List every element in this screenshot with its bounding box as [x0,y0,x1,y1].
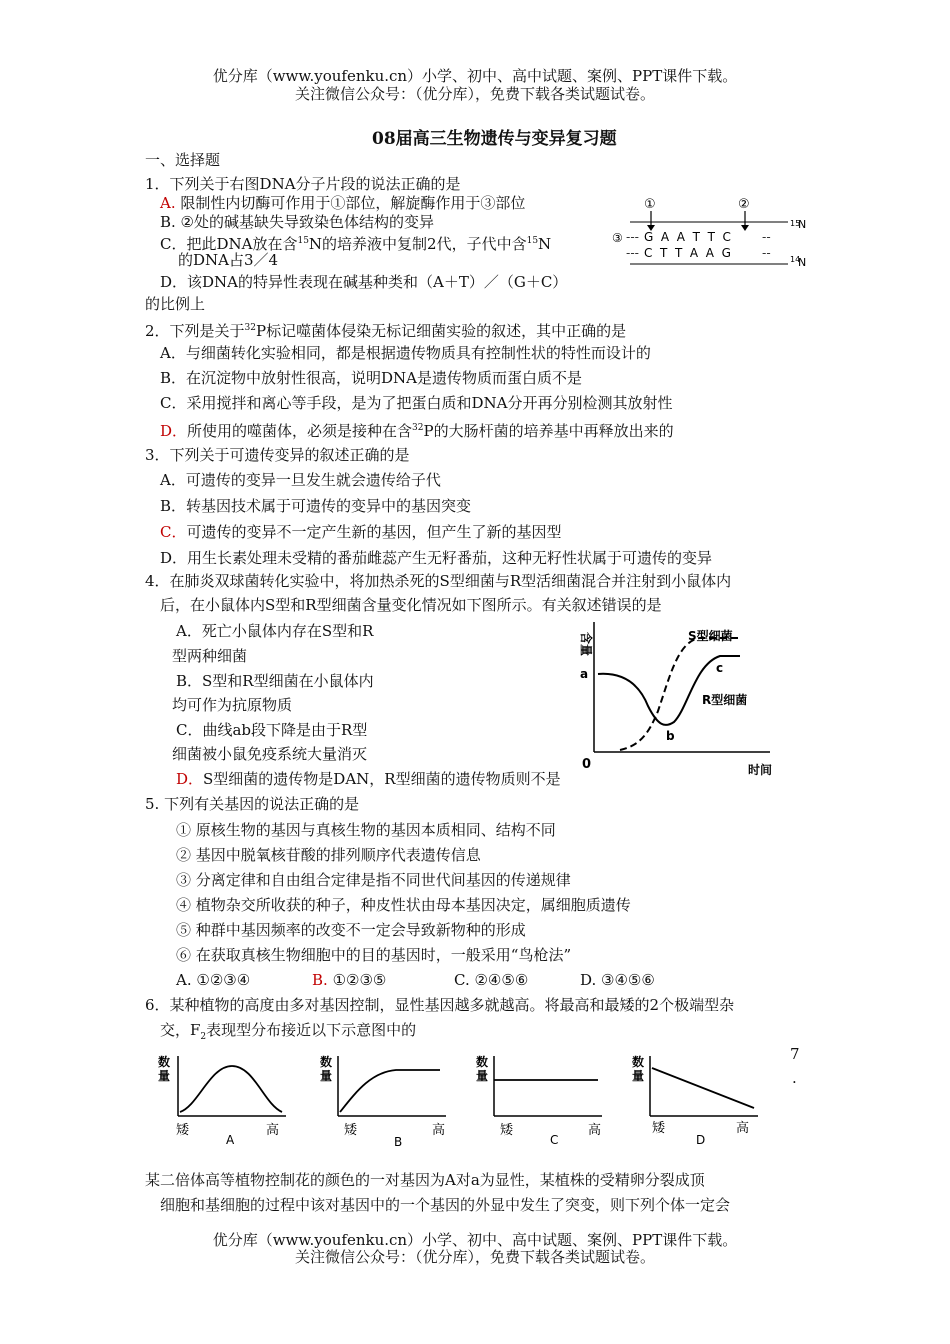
page-title: 08届高三生物遗传与变异复习题 [372,129,617,149]
q5-item: ① 原核生物的基因与真核生物的基因本质相同、结构不同 [176,821,556,839]
header-line-2: 关注微信公众号：（优分库），免费下载各类试题试卷。 [294,85,655,103]
q4-answer-letter: D． [176,770,204,788]
dna-mark-1: ① [644,197,656,212]
bacteria-y-label: 含量 [579,632,593,657]
dna-fragment-figure [612,194,812,270]
header-line-1: 优分库（www.youfenku.cn）小学、初中、高中试题、案例、PPT课件下载。 [212,67,738,85]
dna-mark-3: ③ [612,231,623,245]
q2-d-b: P的大肠杆菌的培养基中再释放出来的 [423,422,674,440]
q3-option-d: D．用生长素处理未受精的番茄雌蕊产生无籽番茄，这种无籽性状属于可遗传的变异 [160,549,713,567]
q1-c-part3: N [538,235,552,253]
graph-c [474,1052,614,1152]
dna-dash-top-right: -- [762,230,771,244]
graph-a [158,1052,298,1152]
q6-stem-2a: 交，F [160,1021,201,1039]
s-bacteria-label: S型细菌 [688,629,733,643]
q6-stem-1: 6．某种植物的高度由多对基因控制，显性基因越多就越高。将最高和最矮的2个极端型杂 [145,996,735,1014]
dna-arrowhead-2 [741,225,749,231]
bacteria-point-c: c [716,661,724,675]
q5-item: ③ 分离定律和自由组合定律是指不同世代间基因的传递规律 [176,871,571,889]
graph-c-ylabel-1: 数 [476,1055,489,1069]
q7-number: 7 [790,1045,800,1063]
section-heading: 一、选择题 [145,151,221,169]
q6-stem-sub: 2 [200,1032,207,1042]
graph-b-low: 矮 [344,1123,358,1138]
graph-d-ylabel-1: 数 [632,1055,645,1069]
q5-item: ⑤ 种群中基因频率的改变不一定会导致新物种的形成 [176,921,526,939]
q1-option-d: D．该DNA的特异性表现在碱基种类和（A＋T）／（G＋C） [160,273,568,291]
q1-stem: 1．下列关于右图DNA分子片段的说法正确的是 [145,175,461,193]
q3-option-a: A．可遗传的变异一旦发生就会遗传给子代 [160,471,441,489]
q3-stem: 3．下列关于可遗传变异的叙述正确的是 [145,446,410,464]
graph-d-high: 高 [736,1121,750,1136]
graph-a-ylabel-1: 数 [158,1055,171,1069]
dna-dash-bottom-right: -- [762,246,771,260]
q2-option-c: C．采用搅拌和离心等手段，是为了把蛋白质和DNA分开再分别检测其放射性 [160,394,673,412]
graph-d-label: D [696,1133,706,1147]
q4-option-b: B．S型和R型细菌在小鼠体内 [176,672,374,690]
graph-c-high: 高 [588,1123,602,1138]
q2-stem [145,316,626,343]
bacteria-point-b: b [666,729,675,743]
r-bacteria-label: R型细菌 [702,693,748,707]
graph-d-low: 矮 [652,1121,666,1136]
q3-answer-letter: C． [160,523,187,541]
q3-option-c [160,520,562,544]
q2-option-d [160,416,674,443]
q2-answer-letter: D． [160,422,188,440]
q5-option-b [312,968,386,992]
q1-c-sup1: 15 [297,236,309,246]
q5-option-d: D. ③④⑤⑥ [580,971,655,989]
q1-c-part2: N的培养液中复制2代，子代中含 [308,235,527,253]
q4-option-d-text: S型细菌的遗传物是DAN，R型细菌的遗传物质则不是 [203,770,561,788]
q2-option-a: A．与细菌转化实验相同，都是根据遗传物质具有控制性状的特性而设计的 [160,344,651,362]
q4-option-a-cont: 型两种细菌 [172,647,248,665]
q6-stem-2 [160,1018,416,1049]
q7-line-1: 某二倍体高等植物控制花的颜色的一对基因为A对a为显性，某植株的受精卵分裂成顶 [145,1171,705,1189]
q6-stem-2b: 表现型分布接近以下示意图中的 [206,1021,417,1039]
q2-option-b: B．在沉淀物中放射性很高，说明DNA是遗传物质而蛋白质不是 [160,369,583,387]
q2-d-sup: 32 [412,423,424,433]
q2-stem-sup: 32 [244,323,256,333]
q2-stem-a: 2．下列是关于 [145,322,245,340]
graph-b [316,1052,456,1152]
bacteria-point-a: a [580,667,589,681]
q2-stem-b: P标记噬菌体侵染无标记细菌实验的叙述，其中正确的是 [256,322,627,340]
bacteria-x-label: 时间 [748,763,773,777]
q1-c-sup2: 15 [526,236,539,246]
graph-a-high: 高 [266,1123,280,1138]
graph-a-low: 矮 [176,1123,190,1138]
graph-d-ylabel-2: 量 [632,1069,645,1083]
graph-b-label: B [394,1135,403,1149]
dna-label-15: 15 [790,219,801,228]
graph-b-high: 高 [432,1123,446,1138]
q4-option-a: A．死亡小鼠体内存在S型和R [176,622,374,640]
q4-option-d [176,767,561,791]
graph-b-ylabel-1: 数 [320,1055,333,1069]
q7-line-2: 细胞和基细胞的过程中该对基因中的一个基因的外显中发生了突变，则下列个体一定会 [160,1196,731,1214]
q5-option-b-text: ①②③⑤ [332,971,387,989]
graph-b-curve [340,1070,440,1112]
q7-number-dot: . [792,1069,797,1087]
q5-stem: 5. 下列有关基因的说法正确的是 [145,795,360,813]
q5-option-c: C. ②④⑤⑥ [454,971,529,989]
graph-d-line [652,1068,754,1108]
bacteria-origin: 0 [582,757,592,772]
q1-option-c-cont: 的DNA占3／4 [178,251,279,269]
graph-c-ylabel-2: 量 [476,1069,489,1083]
q5-item: ④ 植物杂交所收获的种子，种皮性状由母本基因决定，属细胞质遗传 [176,896,631,914]
q5-item: ② 基因中脱氧核苷酸的排列顺序代表遗传信息 [176,846,481,864]
dna-bottom-strand: C T T A A G [644,246,731,260]
graph-a-label: A [226,1133,235,1147]
q5-option-a: A. ①②③④ [176,971,251,989]
q4-stem-1: 4．在肺炎双球菌转化实验中，将加热杀死的S型细菌与R型活细菌混合并注射到小鼠体内 [145,572,732,590]
bacteria-graph [570,616,790,781]
q4-option-b-cont: 均可作为抗原物质 [172,696,293,714]
graph-b-ylabel-2: 量 [320,1069,333,1083]
q1-option-b: B. ②处的碱基缺失导致染色体结构的变异 [160,213,435,231]
q3-option-c-text: 可遗传的变异不一定产生新的基因，但产生了新的基因型 [186,523,562,541]
q4-option-c: C．曲线ab段下降是由于R型 [176,721,368,739]
q2-d-a: 所使用的噬菌体，必须是接种在含 [187,422,413,440]
q3-option-b: B．转基因技术属于可遗传的变异中的基因突变 [160,497,472,515]
q1-option-a-text: 限制性内切酶可作用于①部位，解旋酶作用于③部位 [180,194,526,212]
q5-item: ⑥ 在获取真核生物细胞中的目的基因时，一般采用“鸟枪法” [176,946,572,964]
q4-stem-2: 后，在小鼠体内S型和R型细菌含量变化情况如下图所示。有关叙述错误的是 [160,596,662,614]
footer-line-1: 优分库（www.youfenku.cn）小学、初中、高中试题、案例、PPT课件下载。 [212,1231,738,1249]
dna-label-n-top: N [798,218,807,231]
dna-top-strand: G A A T T C [644,230,731,244]
graph-d [630,1052,770,1152]
graph-c-low: 矮 [500,1123,514,1138]
q4-option-c-cont: 细菌被小鼠免疫系统大量消灭 [172,745,368,763]
q1-option-d-cont: 的比例上 [145,295,206,313]
q1-answer-letter: A. [160,194,176,212]
dna-dash-bottom: --- [626,246,639,260]
q5-answer-letter: B. [312,971,328,989]
dna-label-14: 14 [790,255,801,264]
footer-line-2: 关注微信公众号：（优分库），免费下载各类试题试卷。 [294,1248,655,1266]
q1-c-part1: C．把此DNA放在含 [160,235,298,253]
dna-dash-top: --- [626,230,639,244]
dna-label-n-bottom: N [798,256,807,269]
graph-c-label: C [550,1133,559,1147]
dna-mark-2: ② [738,197,750,212]
graph-a-ylabel-2: 量 [158,1069,171,1083]
graph-a-curve [180,1066,282,1112]
